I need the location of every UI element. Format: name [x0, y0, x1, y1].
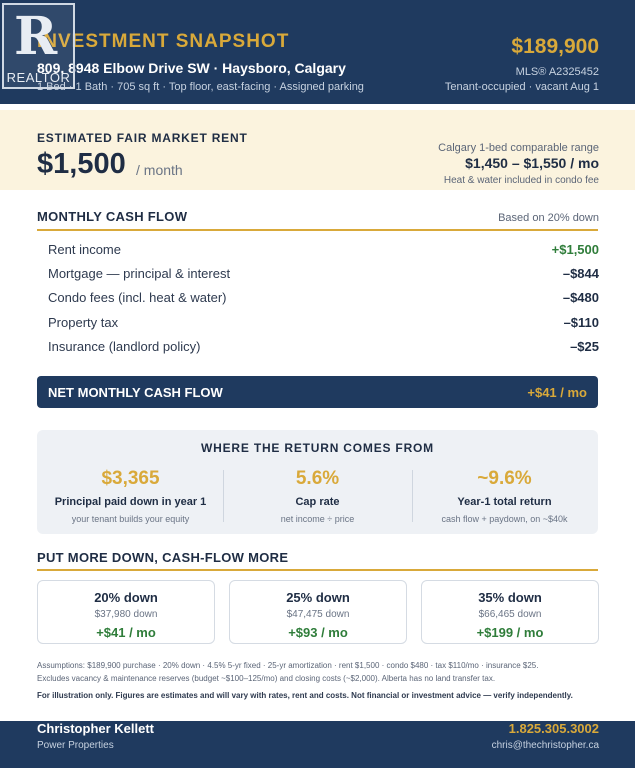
rent-unit: / month	[136, 162, 183, 178]
rent-estimate-band	[0, 110, 635, 190]
cash-flow-row-value: –$480	[562, 290, 599, 305]
agent-email[interactable]: chris@thechristopher.ca	[491, 740, 599, 751]
returns-panel	[37, 430, 598, 534]
realtor-logo-text: REALTOR	[6, 70, 71, 85]
down-payment-cash-flow: +$199 / mo	[476, 625, 544, 640]
return-label: Cap rate	[295, 496, 340, 508]
down-payment-card	[37, 580, 215, 644]
footer-banner	[0, 721, 635, 768]
realtor-logo	[2, 3, 75, 89]
cash-flow-row-value: +$1,500	[551, 242, 599, 257]
down-payment-card	[421, 580, 599, 644]
net-cash-flow-bar	[37, 376, 598, 408]
disclaimer: For illustration only. Figures are estimates and will vary with rates, rent and costs. Not financial or investment advice — verify independently.	[37, 691, 573, 700]
cash-flow-row-label: Insurance (landlord policy)	[48, 339, 201, 354]
return-sub: net income ÷ price	[280, 514, 355, 524]
rent-amount: $1,500	[37, 148, 126, 180]
down-payment-percent: 35% down	[478, 590, 542, 605]
return-item-paydown	[37, 466, 224, 526]
assumptions-line: Excludes vacancy & maintenance reserves (budget ~$100–125/mo) and closing costs (~$2,000). Alberta has no land transfer tax.	[37, 674, 496, 683]
property-address: 809, 8948 Elbow Drive SW · Haysboro, Calgary	[37, 60, 346, 76]
comparable-label: Calgary 1-bed comparable range	[438, 142, 599, 154]
down-payment-percent: 25% down	[286, 590, 350, 605]
mls-number: MLS® A2325452	[515, 66, 599, 78]
returns-title: WHERE THE RETURN COMES FROM	[201, 441, 434, 455]
cash-flow-row-value: –$844	[562, 266, 599, 281]
cash-flow-row	[48, 286, 599, 310]
cash-flow-row	[48, 335, 599, 359]
comparable-range: $1,450 – $1,550 / mo	[465, 155, 599, 171]
return-value: $3,365	[101, 468, 160, 489]
cash-flow-row	[48, 311, 599, 335]
return-label: Year-1 total return	[457, 496, 552, 508]
return-value: 5.6%	[295, 468, 340, 489]
return-label: Principal paid down in year 1	[54, 496, 207, 508]
cash-flow-row-label: Mortgage — principal & interest	[48, 266, 231, 281]
cash-flow-row-label: Condo fees (incl. heat & water)	[48, 290, 227, 305]
net-cash-flow-label: NET MONTHLY CASH FLOW	[48, 385, 223, 400]
assumptions-text	[37, 659, 602, 685]
return-sub: your tenant builds your equity	[71, 514, 190, 524]
agent-name: Christopher Kellett	[37, 721, 155, 736]
down-payment-amount: $37,980 down	[94, 609, 158, 620]
agent-phone[interactable]: 1.825.305.3002	[508, 721, 599, 736]
cash-flow-row-label: Property tax	[48, 315, 119, 330]
assumptions-line: Assumptions: $189,900 purchase · 20% down · 4.5% 5-yr fixed · 25-yr amortization · rent $1,500 · condo $480 · tax $110/mo · insurance $25.	[37, 661, 539, 670]
list-price: $189,900	[511, 35, 599, 58]
net-cash-flow-value: +$41 / mo	[527, 385, 587, 400]
cash-flow-row-value: –$110	[563, 315, 599, 330]
down-payment-percent: 20% down	[94, 590, 158, 605]
cash-flow-divider	[37, 229, 598, 231]
cash-flow-row-label: Rent income	[48, 242, 121, 257]
heat-water-note: Heat & water included in condo fee	[443, 175, 599, 186]
down-payment-amount: $66,465 down	[478, 609, 542, 620]
return-item-cap-rate	[224, 466, 411, 526]
cash-flow-title: MONTHLY CASH FLOW	[37, 209, 188, 224]
return-value: ~9.6%	[477, 468, 532, 489]
property-details: 1 Bed · 1 Bath · 705 sq ft · Top floor, east-facing · Assigned parking	[37, 81, 364, 93]
cash-flow-row-value: –$25	[570, 339, 599, 354]
cash-flow-row	[48, 238, 599, 262]
down-payment-amount: $47,475 down	[286, 609, 350, 620]
down-payment-cash-flow: +$93 / mo	[288, 625, 348, 640]
rent-label: ESTIMATED FAIR MARKET RENT	[37, 131, 248, 145]
cash-flow-note: Based on 20% down	[498, 212, 599, 224]
return-item-total	[411, 466, 598, 526]
down-payment-title: PUT MORE DOWN, CASH-FLOW MORE	[37, 550, 289, 565]
down-payment-cash-flow: +$41 / mo	[96, 625, 156, 640]
cash-flow-row	[48, 262, 599, 286]
down-payment-card	[229, 580, 407, 644]
down-payment-divider	[37, 569, 598, 571]
return-sub: cash flow + paydown, on ~$40k	[441, 514, 568, 524]
tenant-status: Tenant-occupied · vacant Aug 1	[444, 81, 599, 93]
header-banner	[0, 0, 635, 104]
agent-company: Power Properties	[37, 740, 114, 751]
realtor-r-icon: R	[14, 6, 58, 67]
page-title: INVESTMENT SNAPSHOT	[37, 31, 290, 52]
